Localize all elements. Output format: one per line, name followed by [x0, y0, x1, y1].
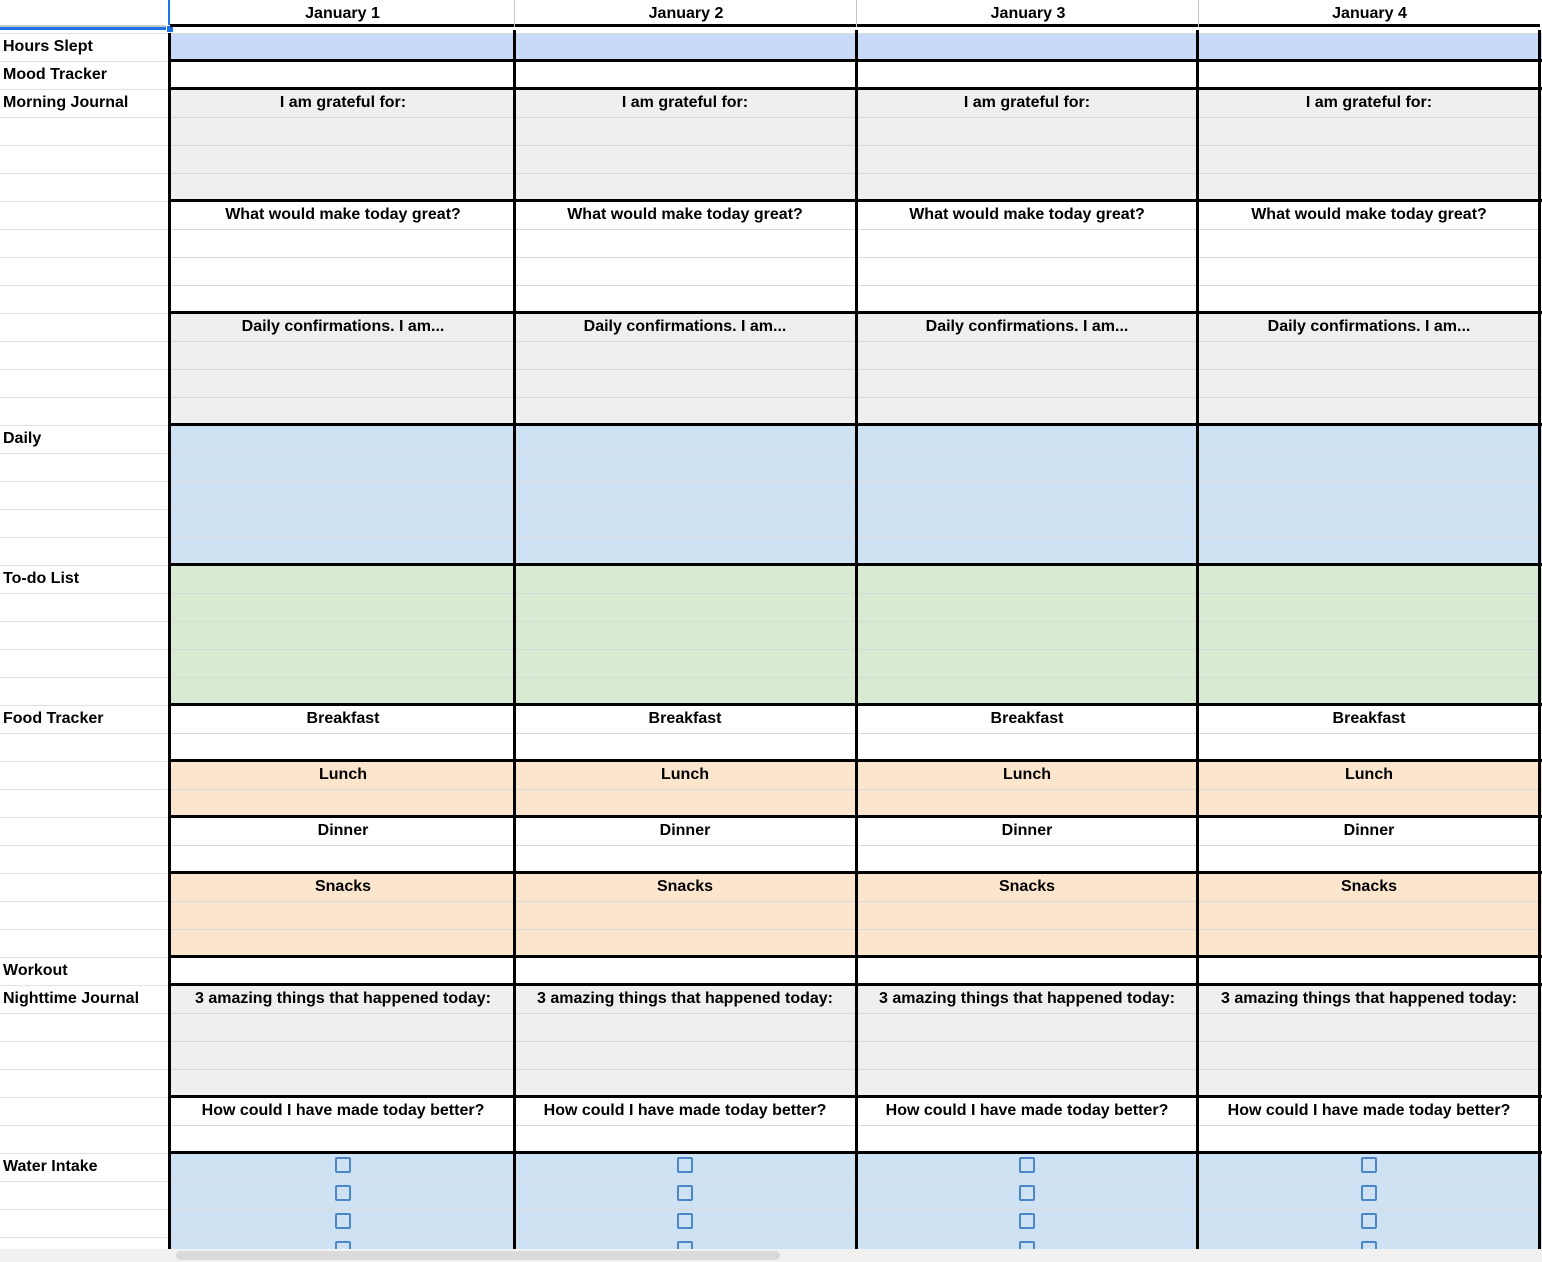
prompt-better-day-2[interactable]: How could I have made today better? [543, 1102, 827, 1119]
label-gridline [0, 537, 168, 538]
prompt-snacks-day-2[interactable]: Snacks [656, 878, 714, 895]
row-label-mood-tracker[interactable]: Mood Tracker [3, 66, 108, 83]
water-checkbox[interactable] [677, 1213, 693, 1229]
water-checkbox[interactable] [335, 1185, 351, 1201]
row-label-water-intake[interactable]: Water Intake [3, 1158, 98, 1175]
row-label-workout[interactable]: Workout [3, 962, 68, 979]
prompt-dinner-day-3[interactable]: Dinner [1001, 822, 1053, 839]
prompt-amazing-day-3[interactable]: 3 amazing things that happened today: [878, 990, 1176, 1007]
label-gridline [0, 817, 168, 818]
prompt-grateful-day-1[interactable]: I am grateful for: [279, 94, 407, 111]
water-checkbox[interactable] [1361, 1213, 1377, 1229]
label-gridline [0, 789, 168, 790]
prompt-breakfast-day-2[interactable]: Breakfast [648, 710, 722, 727]
header-separator [856, 0, 857, 27]
label-gridline [0, 761, 168, 762]
row-label-todo-list[interactable]: To-do List [3, 570, 80, 587]
scrollbar-thumb[interactable] [176, 1251, 780, 1260]
row-label-food-tracker[interactable]: Food Tracker [3, 710, 104, 727]
prompt-grateful-day-4[interactable]: I am grateful for: [1305, 94, 1433, 111]
label-gridline [0, 1013, 168, 1014]
label-gridline [0, 285, 168, 286]
label-gridline [0, 229, 168, 230]
label-gridline [0, 397, 168, 398]
label-gridline [0, 649, 168, 650]
label-gridline [0, 509, 168, 510]
row-label-hours-slept[interactable]: Hours Slept [3, 38, 93, 55]
label-gridline [0, 453, 168, 454]
prompt-breakfast-day-4[interactable]: Breakfast [1332, 710, 1406, 727]
label-gridline [0, 313, 168, 314]
label-gridline [0, 369, 168, 370]
prompt-affirm-day-2[interactable]: Daily confirmations. I am... [583, 318, 787, 335]
prompt-grateful-day-2[interactable]: I am grateful for: [621, 94, 749, 111]
row-label-daily[interactable]: Daily [3, 430, 42, 447]
label-gridline [0, 1209, 168, 1210]
prompt-great-day-4[interactable]: What would make today great? [1251, 206, 1487, 223]
water-checkbox[interactable] [677, 1185, 693, 1201]
water-checkbox[interactable] [1019, 1185, 1035, 1201]
prompt-affirm-day-1[interactable]: Daily confirmations. I am... [241, 318, 445, 335]
prompt-snacks-day-3[interactable]: Snacks [998, 878, 1056, 895]
prompt-amazing-day-2[interactable]: 3 amazing things that happened today: [536, 990, 834, 1007]
label-gridline [0, 1097, 168, 1098]
header-separator [514, 0, 515, 27]
label-gridline [0, 173, 168, 174]
column-header-day-2[interactable]: January 2 [515, 0, 857, 27]
selection-indicator [0, 27, 170, 30]
row-label-morning-journal[interactable]: Morning Journal [3, 94, 129, 111]
prompt-lunch-day-1[interactable]: Lunch [319, 766, 367, 783]
prompt-affirm-day-4[interactable]: Daily confirmations. I am... [1267, 318, 1471, 335]
prompt-lunch-day-4[interactable]: Lunch [1345, 766, 1393, 783]
prompt-grateful-day-3[interactable]: I am grateful for: [963, 94, 1091, 111]
label-gridline [0, 845, 168, 846]
prompt-better-day-4[interactable]: How could I have made today better? [1227, 1102, 1511, 1119]
prompt-dinner-day-4[interactable]: Dinner [1343, 822, 1395, 839]
water-checkbox[interactable] [335, 1213, 351, 1229]
prompt-better-day-3[interactable]: How could I have made today better? [885, 1102, 1169, 1119]
label-gridline [0, 1041, 168, 1042]
label-gridline [0, 1181, 168, 1182]
prompt-breakfast-day-1[interactable]: Breakfast [306, 710, 380, 727]
row-label-nighttime-journal[interactable]: Nighttime Journal [3, 990, 140, 1007]
label-gridline [0, 873, 168, 874]
prompt-snacks-day-1[interactable]: Snacks [314, 878, 372, 895]
prompt-lunch-day-2[interactable]: Lunch [661, 766, 709, 783]
prompt-amazing-day-4[interactable]: 3 amazing things that happened today: [1220, 990, 1518, 1007]
label-gridline [0, 593, 168, 594]
prompt-affirm-day-3[interactable]: Daily confirmations. I am... [925, 318, 1129, 335]
label-gridline [0, 621, 168, 622]
prompt-lunch-day-3[interactable]: Lunch [1003, 766, 1051, 783]
water-checkbox[interactable] [1019, 1157, 1035, 1173]
water-checkbox[interactable] [1019, 1213, 1035, 1229]
prompt-breakfast-day-3[interactable]: Breakfast [990, 710, 1064, 727]
prompt-dinner-day-2[interactable]: Dinner [659, 822, 711, 839]
label-gridline [0, 481, 168, 482]
label-gridline [0, 257, 168, 258]
label-gridline [0, 201, 168, 202]
prompt-great-day-1[interactable]: What would make today great? [225, 206, 461, 223]
label-gridline [0, 1069, 168, 1070]
label-gridline [0, 677, 168, 678]
label-gridline [0, 145, 168, 146]
prompt-great-day-3[interactable]: What would make today great? [909, 206, 1145, 223]
label-gridline [0, 1125, 168, 1126]
water-checkbox[interactable] [1361, 1157, 1377, 1173]
label-gridline [0, 341, 168, 342]
prompt-great-day-2[interactable]: What would make today great? [567, 206, 803, 223]
prompt-better-day-1[interactable]: How could I have made today better? [201, 1102, 485, 1119]
column-header-day-3[interactable]: January 3 [857, 0, 1199, 27]
water-checkbox[interactable] [1361, 1185, 1377, 1201]
label-gridline [0, 901, 168, 902]
label-gridline [0, 929, 168, 930]
water-checkbox[interactable] [335, 1157, 351, 1173]
label-gridline [0, 733, 168, 734]
column-header-day-4[interactable]: January 4 [1199, 0, 1540, 27]
column-border [168, 30, 171, 1250]
prompt-snacks-day-4[interactable]: Snacks [1340, 878, 1398, 895]
column-header-day-1[interactable]: January 1 [170, 0, 515, 27]
label-gridline [0, 1237, 168, 1238]
label-gridline [0, 117, 168, 118]
water-checkbox[interactable] [677, 1157, 693, 1173]
prompt-dinner-day-1[interactable]: Dinner [317, 822, 369, 839]
header-separator [1198, 0, 1199, 27]
corner-cell[interactable] [0, 0, 168, 27]
prompt-amazing-day-1[interactable]: 3 amazing things that happened today: [194, 990, 492, 1007]
